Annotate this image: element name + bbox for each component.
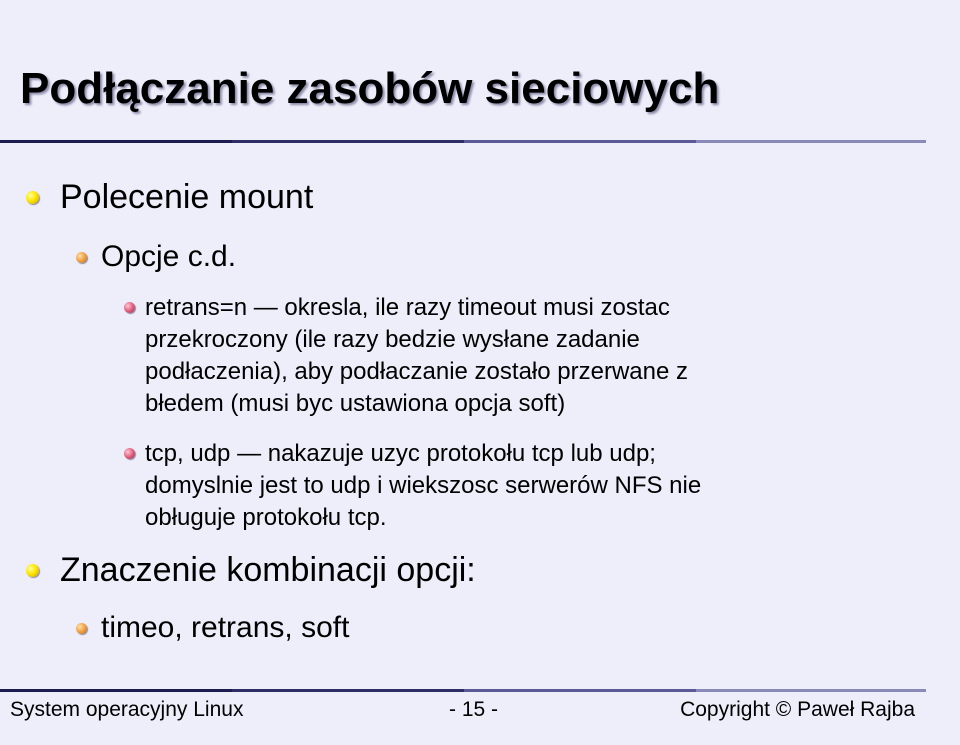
bullet-icon xyxy=(124,448,135,459)
list-item xyxy=(124,292,688,420)
item-text: timeo, retrans, soft xyxy=(101,611,350,644)
item-text: tcp, udp — nakazuje uzyc protokołu tcp lub udp; domyslnie jest to udp i wiekszosc serwerów NFS nie obługuje protokołu tcp. xyxy=(145,440,702,531)
bullet-icon xyxy=(26,191,39,204)
item-text: retrans=n — okresla, ile razy timeout musi zostac przekroczony (ile razy bedzie wysłane zadanie podłaczenia), aby podłaczanie zostało przerwane z błedem (musi byc ustawiona opcja soft) xyxy=(145,294,688,417)
bullet-icon xyxy=(76,623,87,634)
list-item xyxy=(26,551,476,590)
item-text: Opcje c.d. xyxy=(101,240,237,273)
list-item xyxy=(76,611,349,645)
bullet-icon xyxy=(26,564,39,577)
slide-title: Podłączanie zasobów sieciowych xyxy=(20,64,720,113)
footer-copyright: Copyright © Paweł Rajba xyxy=(680,698,915,721)
page-number: - 15 - xyxy=(449,698,499,721)
list-item xyxy=(124,438,701,534)
bullet-icon xyxy=(124,302,135,313)
footer-divider xyxy=(0,689,926,692)
item-text: Znaczenie kombinacji opcji: xyxy=(60,551,476,589)
item-text: Polecenie mount xyxy=(60,178,314,216)
bullet-icon xyxy=(76,252,87,263)
list-item xyxy=(26,178,313,217)
footer-left: System operacyjny Linux xyxy=(10,698,244,721)
title-divider xyxy=(0,140,926,143)
list-item xyxy=(76,240,236,274)
